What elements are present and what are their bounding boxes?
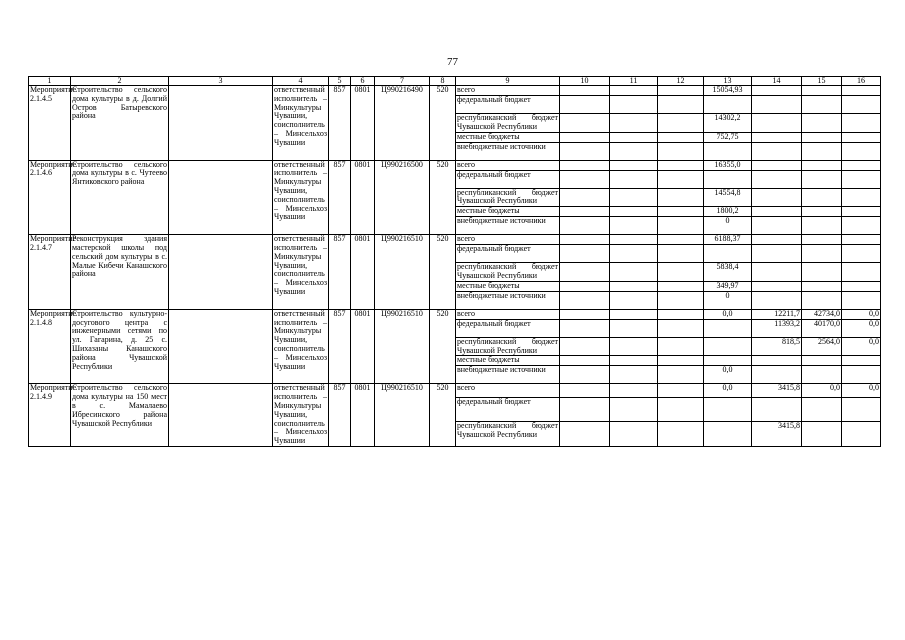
- code-expense: 520: [430, 309, 456, 384]
- empty-cell: [658, 217, 704, 235]
- amount: [752, 366, 802, 384]
- code-section: 0801: [351, 86, 375, 161]
- empty-cell: [610, 366, 658, 384]
- amount: [802, 245, 842, 263]
- empty-cell: [658, 384, 704, 397]
- column-number: 16: [842, 77, 881, 86]
- amount: [752, 132, 802, 142]
- column-number: 3: [169, 77, 273, 86]
- empty-cell: [560, 366, 610, 384]
- empty-cell: [560, 132, 610, 142]
- funding-source: федеральный бюджет: [456, 170, 560, 188]
- measure-id: Мероприятие 2.1.4.8: [29, 309, 71, 384]
- executor: ответственный исполнитель – Минкультуры Чувашии, соисполнитель – Минсельхоз Чувашии: [273, 86, 329, 161]
- empty-cell: [658, 291, 704, 309]
- funding-source: республиканский бюджет Чувашской Республики: [457, 113, 558, 131]
- amount: [752, 170, 802, 188]
- column-number: 10: [560, 77, 610, 86]
- amount: 14554,8: [704, 188, 752, 207]
- column-number: 1: [29, 77, 71, 86]
- amount: 0,0: [802, 384, 842, 397]
- amount: 6188,37: [704, 235, 752, 245]
- funding-source: федеральный бюджет: [456, 245, 560, 263]
- funding-source: всего: [456, 384, 560, 397]
- measure-name: Строительство сельского дома культуры в с. Чутеево Янтиковского района: [71, 160, 169, 235]
- empty-cell: [610, 263, 658, 282]
- amount: 818,5: [752, 337, 802, 356]
- empty-cell: [658, 245, 704, 263]
- amount: [752, 235, 802, 245]
- amount: [802, 86, 842, 96]
- amount: 0,0: [842, 384, 881, 397]
- program-table: [28, 76, 881, 447]
- amount: [704, 319, 752, 337]
- empty-cell: [560, 397, 610, 421]
- amount: [752, 114, 802, 133]
- funding-source: внебюджетные источники: [456, 142, 560, 160]
- amount: 42734,0: [802, 309, 842, 319]
- funding-source: всего: [456, 160, 560, 170]
- code-section: 0801: [351, 160, 375, 235]
- code-grbs: 857: [329, 384, 351, 447]
- amount: [752, 160, 802, 170]
- funding-source: республиканский бюджет Чувашской Республики: [457, 336, 558, 355]
- empty-cell: [560, 114, 610, 133]
- amount: [842, 96, 881, 114]
- empty-cell: [610, 142, 658, 160]
- funding-source: всего: [456, 309, 560, 319]
- amount: [842, 397, 881, 421]
- funding-source: местные бюджеты: [456, 132, 560, 142]
- code-section: 0801: [351, 309, 375, 384]
- empty-cell: [658, 309, 704, 319]
- empty-cell: [610, 132, 658, 142]
- amount: 11393,2: [752, 319, 802, 337]
- column-number: 12: [658, 77, 704, 86]
- amount: 349,97: [704, 281, 752, 291]
- amount: 0,0: [842, 319, 881, 337]
- amount: [752, 281, 802, 291]
- amount: [802, 356, 842, 366]
- empty-cell: [658, 319, 704, 337]
- executor: ответственный исполнитель – Минкультуры Чувашии, соисполнитель – Минсельхоз Чувашии: [273, 160, 329, 235]
- empty-cell: [560, 86, 610, 96]
- amount: [752, 142, 802, 160]
- empty-cell: [610, 319, 658, 337]
- amount: [802, 263, 842, 282]
- empty-cell: [658, 160, 704, 170]
- funding-source: внебюджетные источники: [456, 217, 560, 235]
- funding-source: всего: [456, 86, 560, 96]
- empty-cell: [610, 309, 658, 319]
- measure-name: Строительство сельского дома культуры на 150 мест в с. Мамалаево Ибресинского района Чувашской Республики: [71, 384, 169, 447]
- empty-cell: [658, 142, 704, 160]
- amount: [802, 188, 842, 207]
- empty-cell: [169, 235, 273, 310]
- amount: [752, 356, 802, 366]
- empty-cell: [610, 281, 658, 291]
- code-target: Ц990216510: [375, 309, 430, 384]
- amount: [842, 170, 881, 188]
- amount: 5838,4: [704, 263, 752, 282]
- empty-cell: [658, 397, 704, 421]
- empty-cell: [560, 421, 610, 446]
- amount: [802, 235, 842, 245]
- empty-cell: [658, 281, 704, 291]
- amount: [752, 217, 802, 235]
- amount: [842, 245, 881, 263]
- empty-cell: [610, 397, 658, 421]
- empty-cell: [560, 245, 610, 263]
- amount: [842, 366, 881, 384]
- amount: [842, 132, 881, 142]
- table-row: [29, 160, 881, 170]
- measure-name: Строительство сельского дома культуры в д. Долгий Остров Батыревского района: [71, 86, 169, 161]
- amount: [704, 96, 752, 114]
- amount: [752, 96, 802, 114]
- code-section: 0801: [351, 384, 375, 447]
- amount: [802, 281, 842, 291]
- table-row: [29, 235, 881, 245]
- amount: [842, 217, 881, 235]
- measure-name: Реконструкция здания мастерской школы под сельский дом культуры в с. Малые Кибечи Канашского района: [71, 235, 169, 310]
- amount: [752, 245, 802, 263]
- amount: [842, 356, 881, 366]
- empty-cell: [610, 421, 658, 446]
- empty-cell: [560, 96, 610, 114]
- code-grbs: 857: [329, 86, 351, 161]
- amount: 40170,0: [802, 319, 842, 337]
- page-number: 77: [447, 56, 458, 68]
- empty-cell: [610, 217, 658, 235]
- code-expense: 520: [430, 160, 456, 235]
- amount: 3415,8: [752, 384, 802, 397]
- empty-cell: [610, 96, 658, 114]
- empty-cell: [560, 337, 610, 356]
- code-grbs: 857: [329, 309, 351, 384]
- amount: 752,75: [704, 132, 752, 142]
- amount: [842, 291, 881, 309]
- empty-cell: [658, 132, 704, 142]
- empty-cell: [560, 319, 610, 337]
- column-number: 14: [752, 77, 802, 86]
- empty-cell: [658, 337, 704, 356]
- empty-cell: [610, 207, 658, 217]
- amount: [802, 217, 842, 235]
- empty-cell: [610, 114, 658, 133]
- amount: 0: [704, 217, 752, 235]
- measure-id: Мероприятие 2.1.4.6: [29, 160, 71, 235]
- column-number: 7: [375, 77, 430, 86]
- empty-cell: [658, 235, 704, 245]
- empty-cell: [560, 188, 610, 207]
- amount: [802, 397, 842, 421]
- amount: [704, 170, 752, 188]
- amount: 0,0: [704, 366, 752, 384]
- empty-cell: [658, 207, 704, 217]
- executor: ответственный исполнитель – Минкультуры Чувашии, соисполнитель – Минсельхоз Чувашии: [274, 383, 327, 446]
- amount: [752, 86, 802, 96]
- amount: [802, 132, 842, 142]
- empty-cell: [560, 384, 610, 397]
- amount: [842, 160, 881, 170]
- amount: 0,0: [842, 309, 881, 319]
- empty-cell: [658, 366, 704, 384]
- code-expense: 520: [430, 384, 456, 447]
- empty-cell: [560, 170, 610, 188]
- amount: [704, 421, 752, 446]
- amount: 2564,0: [802, 337, 842, 356]
- funding-source: внебюджетные источники: [456, 366, 560, 384]
- amount: [704, 356, 752, 366]
- amount: 1800,2: [704, 207, 752, 217]
- code-target: Ц990216490: [375, 86, 430, 161]
- executor: ответственный исполнитель – Минкультуры Чувашии, соисполнитель – Минсельхоз Чувашии: [273, 235, 329, 310]
- funding-source: федеральный бюджет: [456, 319, 560, 337]
- column-number: 4: [273, 77, 329, 86]
- code-grbs: 857: [329, 160, 351, 235]
- amount: [802, 142, 842, 160]
- empty-cell: [658, 114, 704, 133]
- funding-source: внебюджетные источники: [456, 291, 560, 309]
- amount: [802, 114, 842, 133]
- amount: [802, 170, 842, 188]
- empty-cell: [658, 86, 704, 96]
- funding-source: республиканский бюджет Чувашской Республики: [456, 421, 560, 446]
- measure-id: Мероприятие 2.1.4.7: [29, 235, 71, 310]
- funding-source: местные бюджеты: [456, 281, 560, 291]
- amount: 16355,0: [704, 160, 752, 170]
- empty-cell: [610, 170, 658, 188]
- column-number: 6: [351, 77, 375, 86]
- amount: [752, 207, 802, 217]
- empty-cell: [658, 421, 704, 446]
- amount: [802, 421, 842, 446]
- column-number: 11: [610, 77, 658, 86]
- amount: [802, 160, 842, 170]
- empty-cell: [610, 235, 658, 245]
- amount: [802, 291, 842, 309]
- empty-cell: [658, 263, 704, 282]
- amount: 0,0: [842, 337, 881, 356]
- amount: 15054,93: [704, 86, 752, 96]
- empty-cell: [560, 160, 610, 170]
- amount: [704, 245, 752, 263]
- measure-id: Мероприятие 2.1.4.9: [29, 384, 71, 447]
- empty-cell: [610, 337, 658, 356]
- empty-cell: [560, 309, 610, 319]
- empty-cell: [560, 142, 610, 160]
- code-target: Ц990216500: [375, 160, 430, 235]
- empty-cell: [169, 309, 273, 384]
- code-expense: 520: [430, 86, 456, 161]
- empty-cell: [560, 263, 610, 282]
- amount: [842, 207, 881, 217]
- column-number: 15: [802, 77, 842, 86]
- amount: 0,0: [704, 309, 752, 319]
- empty-cell: [610, 160, 658, 170]
- amount: [842, 114, 881, 133]
- amount: [802, 96, 842, 114]
- empty-cell: [560, 291, 610, 309]
- empty-cell: [560, 207, 610, 217]
- funding-source: республиканский бюджет Чувашской Республики: [457, 262, 558, 280]
- column-number: 9: [456, 77, 560, 86]
- amount: [752, 397, 802, 421]
- empty-cell: [610, 384, 658, 397]
- amount: 14302,2: [704, 114, 752, 133]
- amount: [842, 235, 881, 245]
- empty-cell: [658, 170, 704, 188]
- code-expense: 520: [430, 235, 456, 310]
- column-number: 2: [71, 77, 169, 86]
- executor: ответственный исполнитель – Минкультуры Чувашии, соисполнитель – Минсельхоз Чувашии: [273, 309, 329, 384]
- empty-cell: [610, 291, 658, 309]
- amount: 3415,8: [752, 421, 802, 446]
- amount: 12211,7: [752, 309, 802, 319]
- empty-cell: [560, 235, 610, 245]
- code-target: Ц990216510: [375, 235, 430, 310]
- empty-cell: [560, 217, 610, 235]
- funding-source: республиканский бюджет Чувашской Республики: [457, 187, 558, 206]
- empty-cell: [610, 188, 658, 207]
- amount: [704, 142, 752, 160]
- funding-source: местные бюджеты: [456, 356, 560, 366]
- funding-source: федеральный бюджет: [456, 96, 560, 114]
- code-target: Ц990216510: [375, 384, 430, 447]
- amount: [842, 281, 881, 291]
- column-number: 13: [704, 77, 752, 86]
- funding-source: всего: [456, 235, 560, 245]
- amount: [752, 188, 802, 207]
- amount: [842, 86, 881, 96]
- amount: [802, 366, 842, 384]
- empty-cell: [658, 188, 704, 207]
- measure-name: Строительство культурно-досугового центра с инженерными сетями по ул. Гагарина, д. 25 с. Шихазаны Канашского района Чувашской Республики: [71, 309, 169, 384]
- empty-cell: [610, 356, 658, 366]
- measure-id: Мероприятие 2.1.4.5: [29, 86, 71, 161]
- amount: [842, 263, 881, 282]
- funding-source: местные бюджеты: [456, 207, 560, 217]
- amount: [752, 291, 802, 309]
- empty-cell: [560, 356, 610, 366]
- amount: [842, 142, 881, 160]
- amount: [842, 188, 881, 207]
- empty-cell: [169, 384, 273, 447]
- amount: [752, 263, 802, 282]
- table-row: [29, 309, 881, 319]
- amount: [704, 397, 752, 421]
- table-row: [29, 86, 881, 96]
- empty-cell: [610, 86, 658, 96]
- table-body: [29, 77, 881, 447]
- code-grbs: 857: [329, 235, 351, 310]
- amount: 0: [704, 291, 752, 309]
- column-number: 8: [430, 77, 456, 86]
- amount: 0,0: [704, 384, 752, 397]
- amount: [842, 421, 881, 446]
- code-section: 0801: [351, 235, 375, 310]
- empty-cell: [658, 356, 704, 366]
- column-number: 5: [329, 77, 351, 86]
- empty-cell: [560, 281, 610, 291]
- table-row: [29, 384, 881, 397]
- empty-cell: [169, 160, 273, 235]
- empty-cell: [658, 96, 704, 114]
- empty-cell: [610, 245, 658, 263]
- amount: [802, 207, 842, 217]
- funding-source: федеральный бюджет: [456, 397, 560, 421]
- empty-cell: [169, 86, 273, 161]
- amount: [704, 337, 752, 356]
